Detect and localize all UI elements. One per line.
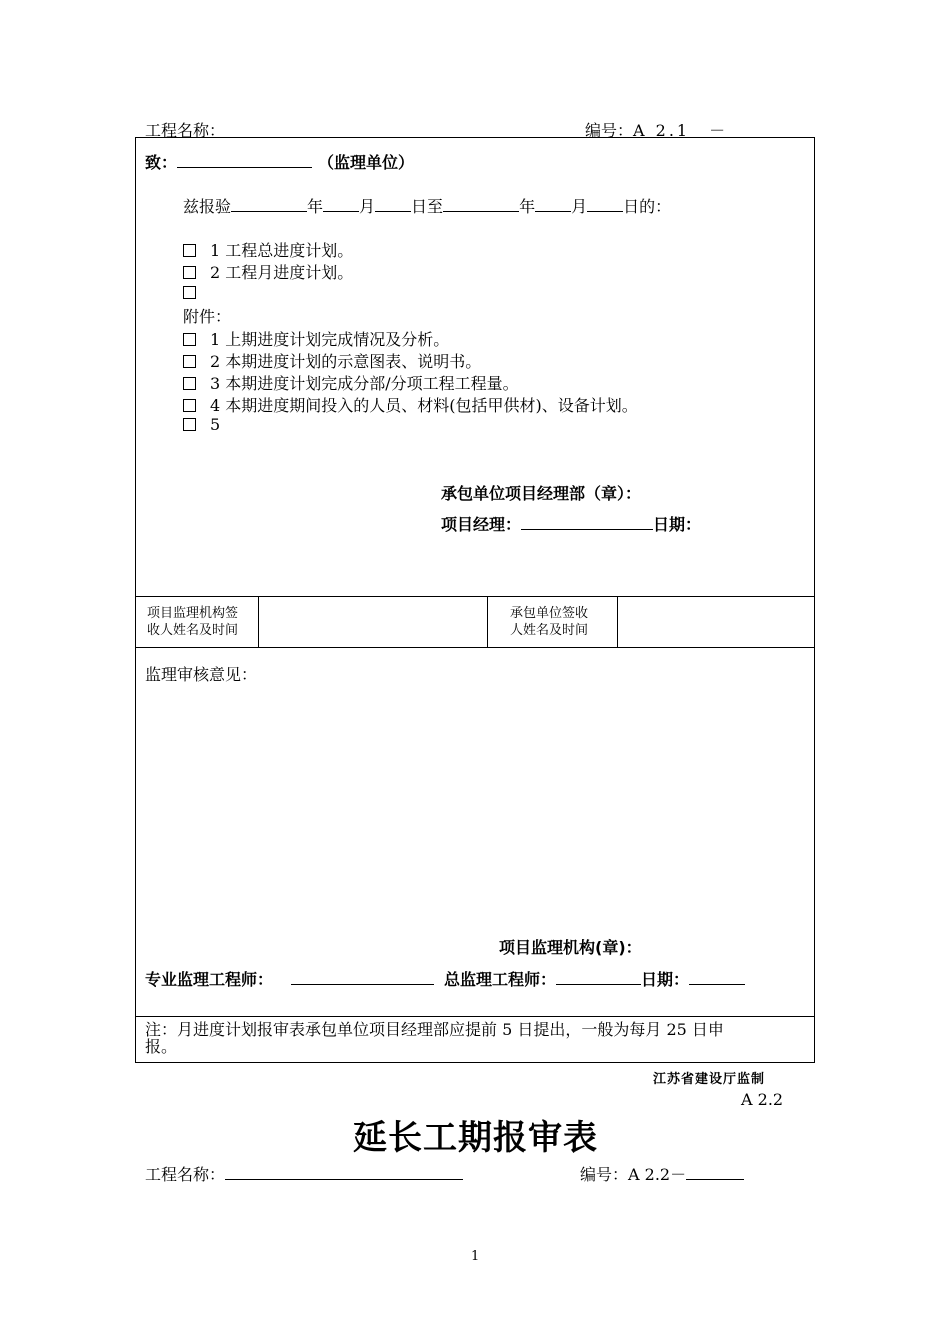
checkbox[interactable] <box>183 286 196 299</box>
next-form-title: 延长工期报审表 <box>353 1118 598 1158</box>
contractor-manager-line: 项目经理： 日期： <box>441 515 702 534</box>
supervision-agency-label: 项目监理机构(章)： <box>499 938 642 957</box>
form-top-border <box>135 137 815 138</box>
next-project-name-field[interactable] <box>225 1163 463 1180</box>
attachment-item-1[interactable]: 1 上期进度计划完成情况及分析。 <box>183 327 449 350</box>
checkbox[interactable] <box>183 418 196 431</box>
attachment-item-5[interactable]: 5 <box>183 415 220 434</box>
form-left-border <box>135 137 136 1062</box>
contractor-receipt-field[interactable] <box>621 600 811 644</box>
project-name-label: 工程名称： <box>145 121 226 140</box>
report-period-line: 兹报验 年 月 日至 年 月 日的： <box>183 197 672 216</box>
form-bottom-border <box>135 1062 815 1063</box>
supervisor-receipt-label: 项目监理机构签 收人姓名及时间 <box>147 606 239 638</box>
chief-engineer-field[interactable] <box>556 968 641 985</box>
receipt-row-top <box>135 596 815 597</box>
checkbox[interactable] <box>183 244 196 257</box>
attachment-item-4[interactable]: 4 本期进度期间投入的人员、材料(包括甲供材)、设备计划。 <box>183 393 638 416</box>
plan-item-3[interactable] <box>183 283 210 302</box>
checkbox[interactable] <box>183 377 196 390</box>
checkbox[interactable] <box>183 266 196 279</box>
engineer-signature-line: 专业监理工程师： 总监理工程师： 日期： <box>145 967 745 990</box>
note-row-top <box>135 1016 815 1017</box>
checkbox[interactable] <box>183 333 196 346</box>
review-opinion-area[interactable] <box>145 690 805 920</box>
checkbox[interactable] <box>183 355 196 368</box>
year-field-1[interactable] <box>231 195 307 212</box>
receipt-row-bottom <box>135 647 815 648</box>
to-unit-field[interactable] <box>177 151 312 168</box>
review-date-field[interactable] <box>689 968 745 985</box>
month-field-2[interactable] <box>535 195 571 212</box>
contractor-receipt-label: 承包单位签收 人姓名及时间 <box>510 606 589 638</box>
receipt-divider-1 <box>258 596 259 647</box>
review-opinion-label: 监理审核意见： <box>145 665 258 684</box>
next-form-code: A 2.2 <box>741 1090 784 1109</box>
issuer-label: 江苏省建设厅监制 <box>653 1072 766 1087</box>
specialist-engineer-field[interactable] <box>291 968 434 985</box>
manager-field[interactable] <box>521 513 653 530</box>
day-field-2[interactable] <box>587 195 623 212</box>
form-number-label: 编号：A 2.1 － <box>585 121 729 140</box>
note-text: 注：月进度计划报审表承包单位项目经理部应提前 5 日提出，一般为每月 25 日申 报。 <box>145 1020 724 1056</box>
attachments-label: 附件： <box>183 307 232 326</box>
year-field-2[interactable] <box>443 195 519 212</box>
contractor-dept-label: 承包单位项目经理部（章）： <box>441 484 642 503</box>
month-field-1[interactable] <box>323 195 359 212</box>
checkbox[interactable] <box>183 399 196 412</box>
next-form-number-line: 编号：A 2.2－ <box>580 1162 744 1185</box>
plan-item-2[interactable]: 2 工程月进度计划。 <box>183 260 353 283</box>
plan-item-1[interactable]: 1 工程总进度计划。 <box>183 238 353 261</box>
next-form-project-line: 工程名称： <box>145 1162 463 1185</box>
attachment-item-3[interactable]: 3 本期进度计划完成分部/分项工程工程量。 <box>183 371 519 394</box>
next-number-field[interactable] <box>686 1163 744 1180</box>
to-line: 致： （监理单位） <box>145 153 415 172</box>
day-field-1[interactable] <box>375 195 411 212</box>
receipt-divider-3 <box>617 596 618 647</box>
attachment-item-2[interactable]: 2 本期进度计划的示意图表、说明书。 <box>183 349 481 372</box>
page-number: 1 <box>471 1249 480 1264</box>
form-right-border <box>814 137 815 1062</box>
supervisor-receipt-field[interactable] <box>262 600 484 644</box>
receipt-divider-2 <box>487 596 488 647</box>
